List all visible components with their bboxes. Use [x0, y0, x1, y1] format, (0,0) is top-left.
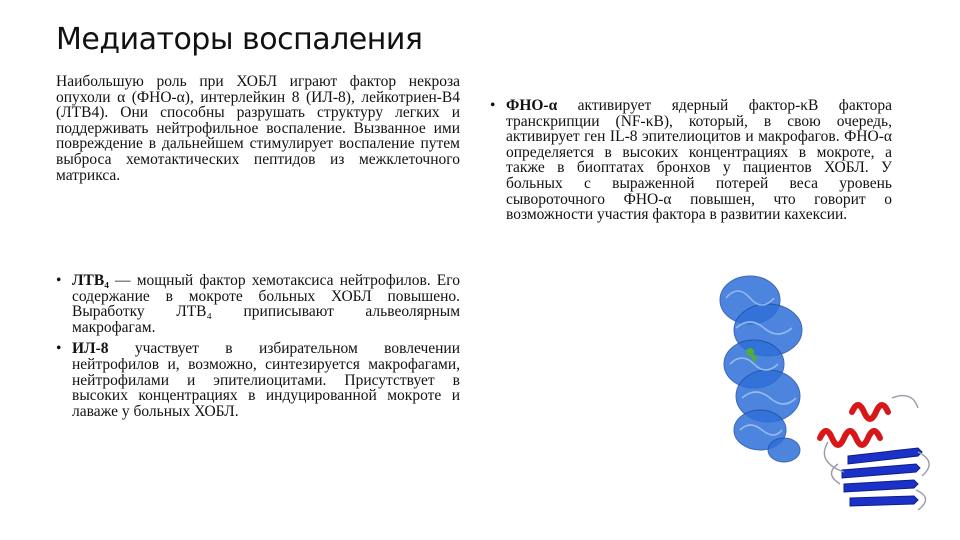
bullet-text: — мощный фактор хемотаксиса нейтрофилов. Его содержание в мокроте больных ХОБЛ повышено. Выработку ЛТВ₄ приписывают альвеолярным макрофагам.	[72, 272, 460, 336]
bullet-term: ЛТВ₄	[72, 272, 109, 289]
blue-beta-strands	[842, 448, 922, 506]
ribbon-structure-image	[808, 378, 948, 520]
bullet-il8	[56, 341, 460, 419]
slide-title: Медиаторы воспаления	[56, 22, 423, 57]
protein-structure-image	[706, 268, 818, 468]
bullet-dot: •	[56, 340, 62, 358]
bullet-text: активирует ядерный фактор-κB фактора транскрипции (NF-κB), который, в свою очередь, активирует ген IL-8 эпителиоцитов и макрофагов. ФНО-α определяется в высоких концентрациях в мокроте, а также в биоптатах бронхов у пациентов ХОБЛ. У больных с выраженной потерей веса уровень сывороточного ФНО-α повышен, что говорит о возможности участия фактора в развитии кахексии.	[506, 97, 892, 224]
bullet-tnf	[490, 98, 892, 223]
bullet-text: участвует в избирательном вовлечении нейтрофилов и, возможно, синтезируется макрофагами, нейтрофилами и эпителиоцитами. Присутствует в высоких концентрациях в индуцированной мокроте и лаваже у больных ХОБЛ.	[72, 340, 460, 420]
bullet-term: ИЛ-8	[72, 340, 109, 358]
right-bullet-list	[490, 98, 892, 229]
red-helix	[820, 405, 888, 445]
intro-paragraph: Наибольшую роль при ХОБЛ играют фактор некроза опухоли α (ФНО-α), интерлейкин 8 (ИЛ-8), лейкотриен-B4 (ЛТB4). Они способны разрушать структуру легких и поддерживать нейтрофильное воспаление. Вызванное ими повреждение в дальнейшем стимулирует воспаление путем выброса хемотактических пептидов из межклеточного матрикса.	[56, 73, 460, 184]
bullet-dot: •	[490, 97, 496, 114]
bullet-term: ФНО-α	[506, 97, 558, 114]
left-bullet-list	[56, 273, 460, 425]
bullet-ltb4	[56, 273, 460, 335]
bullet-dot: •	[56, 272, 62, 289]
